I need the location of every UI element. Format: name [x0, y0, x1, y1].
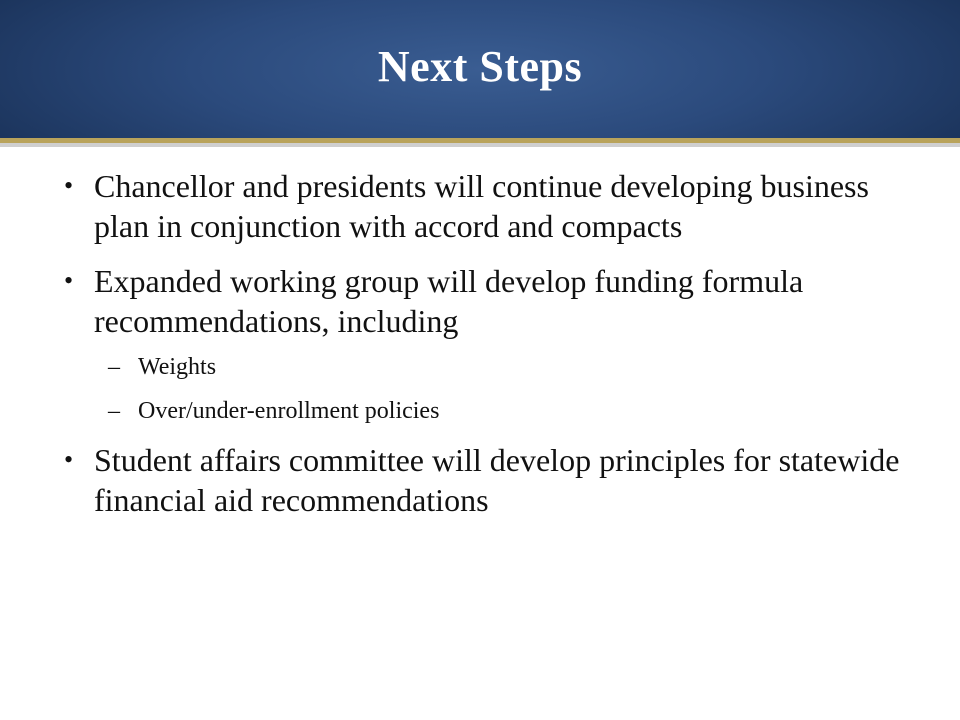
- sub-text: Over/under-enrollment policies: [138, 398, 440, 424]
- bullet-text: Chancellor and presidents will continue developing business plan in conjunction with accord and compacts: [94, 168, 869, 244]
- sub-item: [64, 396, 924, 426]
- bullet-list: [64, 166, 924, 535]
- bullet-dot-icon: •: [64, 266, 74, 295]
- gray-divider: [0, 143, 960, 147]
- sub-item: [64, 352, 924, 382]
- bullet-text: Student affairs committee will develop principles for statewide financial aid recommendations: [94, 442, 900, 518]
- sub-text: Weights: [138, 354, 217, 380]
- title-banner: [0, 0, 960, 138]
- bullet-item: [64, 261, 924, 341]
- bullet-item: [64, 440, 924, 520]
- sub-dash-icon: –: [108, 354, 120, 380]
- sub-dash-icon: –: [108, 398, 120, 424]
- slide-title: Next Steps: [377, 42, 583, 91]
- bullet-item: [64, 166, 924, 246]
- bullet-dot-icon: •: [64, 171, 74, 200]
- sub-list: [64, 352, 924, 426]
- bullet-dot-icon: •: [64, 445, 74, 474]
- bullet-text: Expanded working group will develop funding formula recommendations, including: [94, 263, 804, 339]
